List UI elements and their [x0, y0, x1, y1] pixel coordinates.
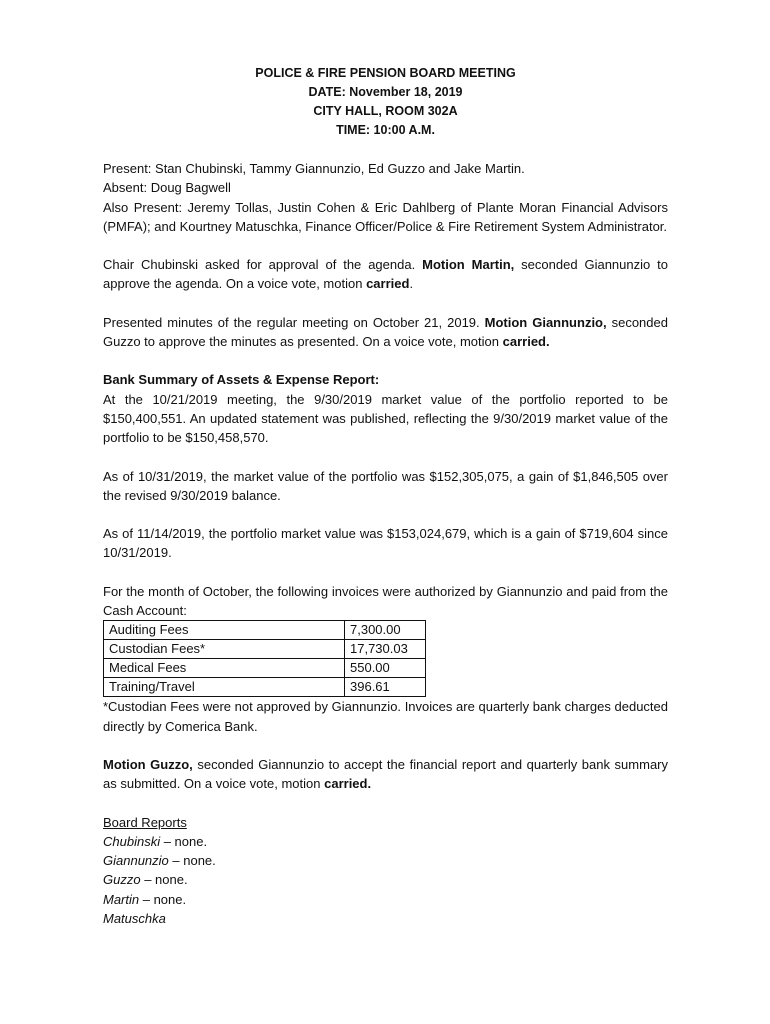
- bank-paragraph-1: At the 10/21/2019 meeting, the 9/30/2019 market value of the portfolio reported to be $150,400,551. An updated statement was published, reflecting the 9/30/2019 market value of the portfolio to be $150,458,570.: [103, 391, 668, 446]
- minutes-paragraph: Presented minutes of the regular meeting on October 21, 2019. Motion Giannunzio, seconded Guzzo to approve the minutes as presented. On a voice vote, motion carried.: [103, 314, 668, 350]
- table-row: [104, 659, 426, 678]
- financial-motion-paragraph: Motion Guzzo, seconded Giannunzio to accept the financial report and quarterly bank summary as submitted. On a voice vote, motion carried.: [103, 756, 669, 792]
- meeting-location: CITY HALL, ROOM 302A: [313, 104, 458, 118]
- invoice-name: Training/Travel: [104, 678, 345, 697]
- minutes-result: carried.: [502, 334, 550, 350]
- bank-summary-heading: Bank Summary of Assets & Expense Report:: [103, 372, 380, 388]
- invoice-name: Custodian Fees*: [104, 640, 345, 659]
- custodian-footnote: *Custodian Fees were not approved by Giannunzio. Invoices are quarterly bank charges deducted directly by Comerica Bank.: [103, 699, 668, 734]
- bank-paragraph-3: As of 11/14/2019, the portfolio market value was $153,024,679, which is a gain of $719,604 since 10/31/2019.: [103, 526, 668, 561]
- board-report-item: Giannunzio – none.: [103, 853, 216, 869]
- invoices-intro: For the month of October, the following invoices were authorized by Giannunzio and paid from the Cash Account:: [103, 583, 668, 619]
- board-report-item: Guzzo – none.: [103, 872, 188, 888]
- meeting-time: TIME: 10:00 A.M.: [336, 123, 435, 137]
- table-row: [104, 640, 426, 659]
- meeting-title: POLICE & FIRE PENSION BOARD MEETING: [255, 66, 516, 80]
- invoice-amount: 7,300.00: [345, 621, 426, 640]
- minutes-motion: Motion Giannunzio,: [484, 314, 607, 330]
- absent-line: Absent: Doug Bagwell: [103, 180, 231, 196]
- board-report-item: Matuschka: [103, 911, 166, 927]
- invoice-name: Auditing Fees: [104, 621, 345, 640]
- invoice-amount: 396.61: [345, 678, 426, 697]
- financial-motion: Motion Guzzo,: [103, 756, 193, 772]
- invoices-table: [103, 620, 426, 697]
- invoice-amount: 17,730.03: [345, 640, 426, 659]
- meeting-date: DATE: November 18, 2019: [308, 85, 463, 99]
- board-report-item: Chubinski – none.: [103, 833, 208, 849]
- agenda-result: carried: [366, 276, 410, 292]
- bank-paragraph-2: As of 10/31/2019, the market value of the portfolio was $152,305,075, a gain of $1,846,505 over the revised 9/30/2019 balance.: [103, 468, 668, 503]
- meeting-header: [103, 64, 668, 140]
- board-report-item: Martin – none.: [103, 891, 187, 907]
- table-row: [104, 678, 426, 697]
- present-line: Present: Stan Chubinski, Tammy Giannunzio, Ed Guzzo and Jake Martin.: [103, 161, 525, 176]
- table-row: [104, 621, 426, 640]
- agenda-motion: Motion Martin,: [422, 257, 515, 273]
- invoice-name: Medical Fees: [104, 659, 345, 678]
- invoice-amount: 550.00: [345, 659, 426, 678]
- financial-result: carried.: [324, 776, 372, 792]
- board-reports-heading: Board Reports: [103, 814, 187, 830]
- document-page: [103, 64, 668, 928]
- also-present-line: Also Present: Jeremy Tollas, Justin Cohen & Eric Dahlberg of Plante Moran Financial Advisors (PMFA); and Kourtney Matuschka, Finance Officer/Police & Fire Retirement System Administrator.: [103, 199, 668, 234]
- agenda-paragraph: Chair Chubinski asked for approval of the agenda. Motion Martin, seconded Giannunzio to approve the agenda. On a voice vote, motion carried.: [103, 257, 668, 292]
